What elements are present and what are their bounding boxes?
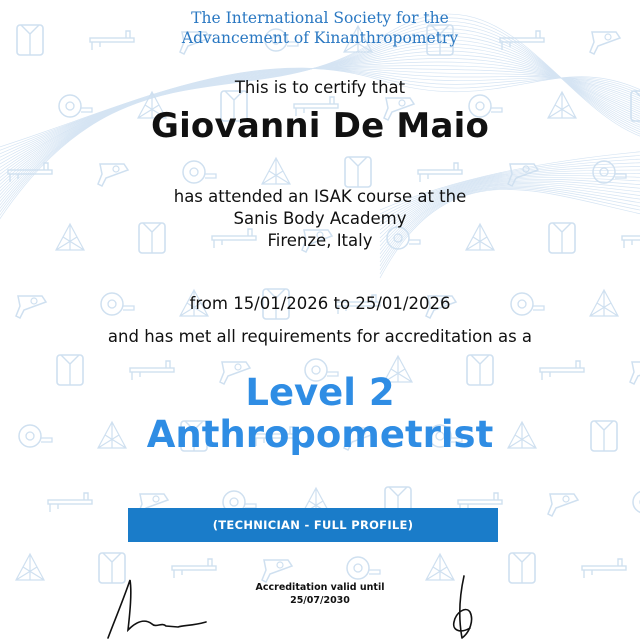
pattern-icon [548,494,578,516]
pattern-icon [48,493,92,512]
profile-label: (TECHNICIAN - FULL PROFILE) [212,518,414,532]
pattern-icon [262,158,290,184]
organization-line-2: Advancement of Kinanthropometry [181,29,459,47]
pattern-icon [262,560,292,582]
recipient-name: Giovanni De Maio [150,106,490,146]
pattern-icon [16,554,44,580]
signature-left [100,572,210,640]
validity-label: Accreditation valid until [255,582,385,593]
pattern-icon [509,553,535,583]
requirements-text: and has met all requirements for accreditation as a [107,327,533,346]
validity-date: 25/07/2030 [290,595,350,606]
course-dates: from 15/01/2026 to 25/01/2026 [189,294,451,313]
course-line-2: Sanis Body Academy [233,209,407,228]
pattern-icon [183,161,216,183]
organization-name [0,8,640,48]
profile-band [128,508,498,542]
pattern-icon [633,491,640,513]
certify-intro: This is to certify that [234,78,406,97]
level-line-1: Level 2 [245,371,395,414]
course-line-3: Firenze, Italy [267,231,373,250]
level-line-2: Anthropometrist [146,413,494,456]
pattern-icon [347,557,380,579]
pattern-icon [345,157,371,187]
pattern-icon [582,559,626,578]
accreditation-level [0,372,640,456]
course-line-1: has attended an ISAK course at the [173,187,467,206]
pattern-icon [98,164,128,186]
organization-line-1: The International Society for the [191,9,449,27]
signature-right [440,572,500,640]
course-details [0,186,640,252]
pattern-icon [418,163,462,182]
validity-block [0,581,640,607]
